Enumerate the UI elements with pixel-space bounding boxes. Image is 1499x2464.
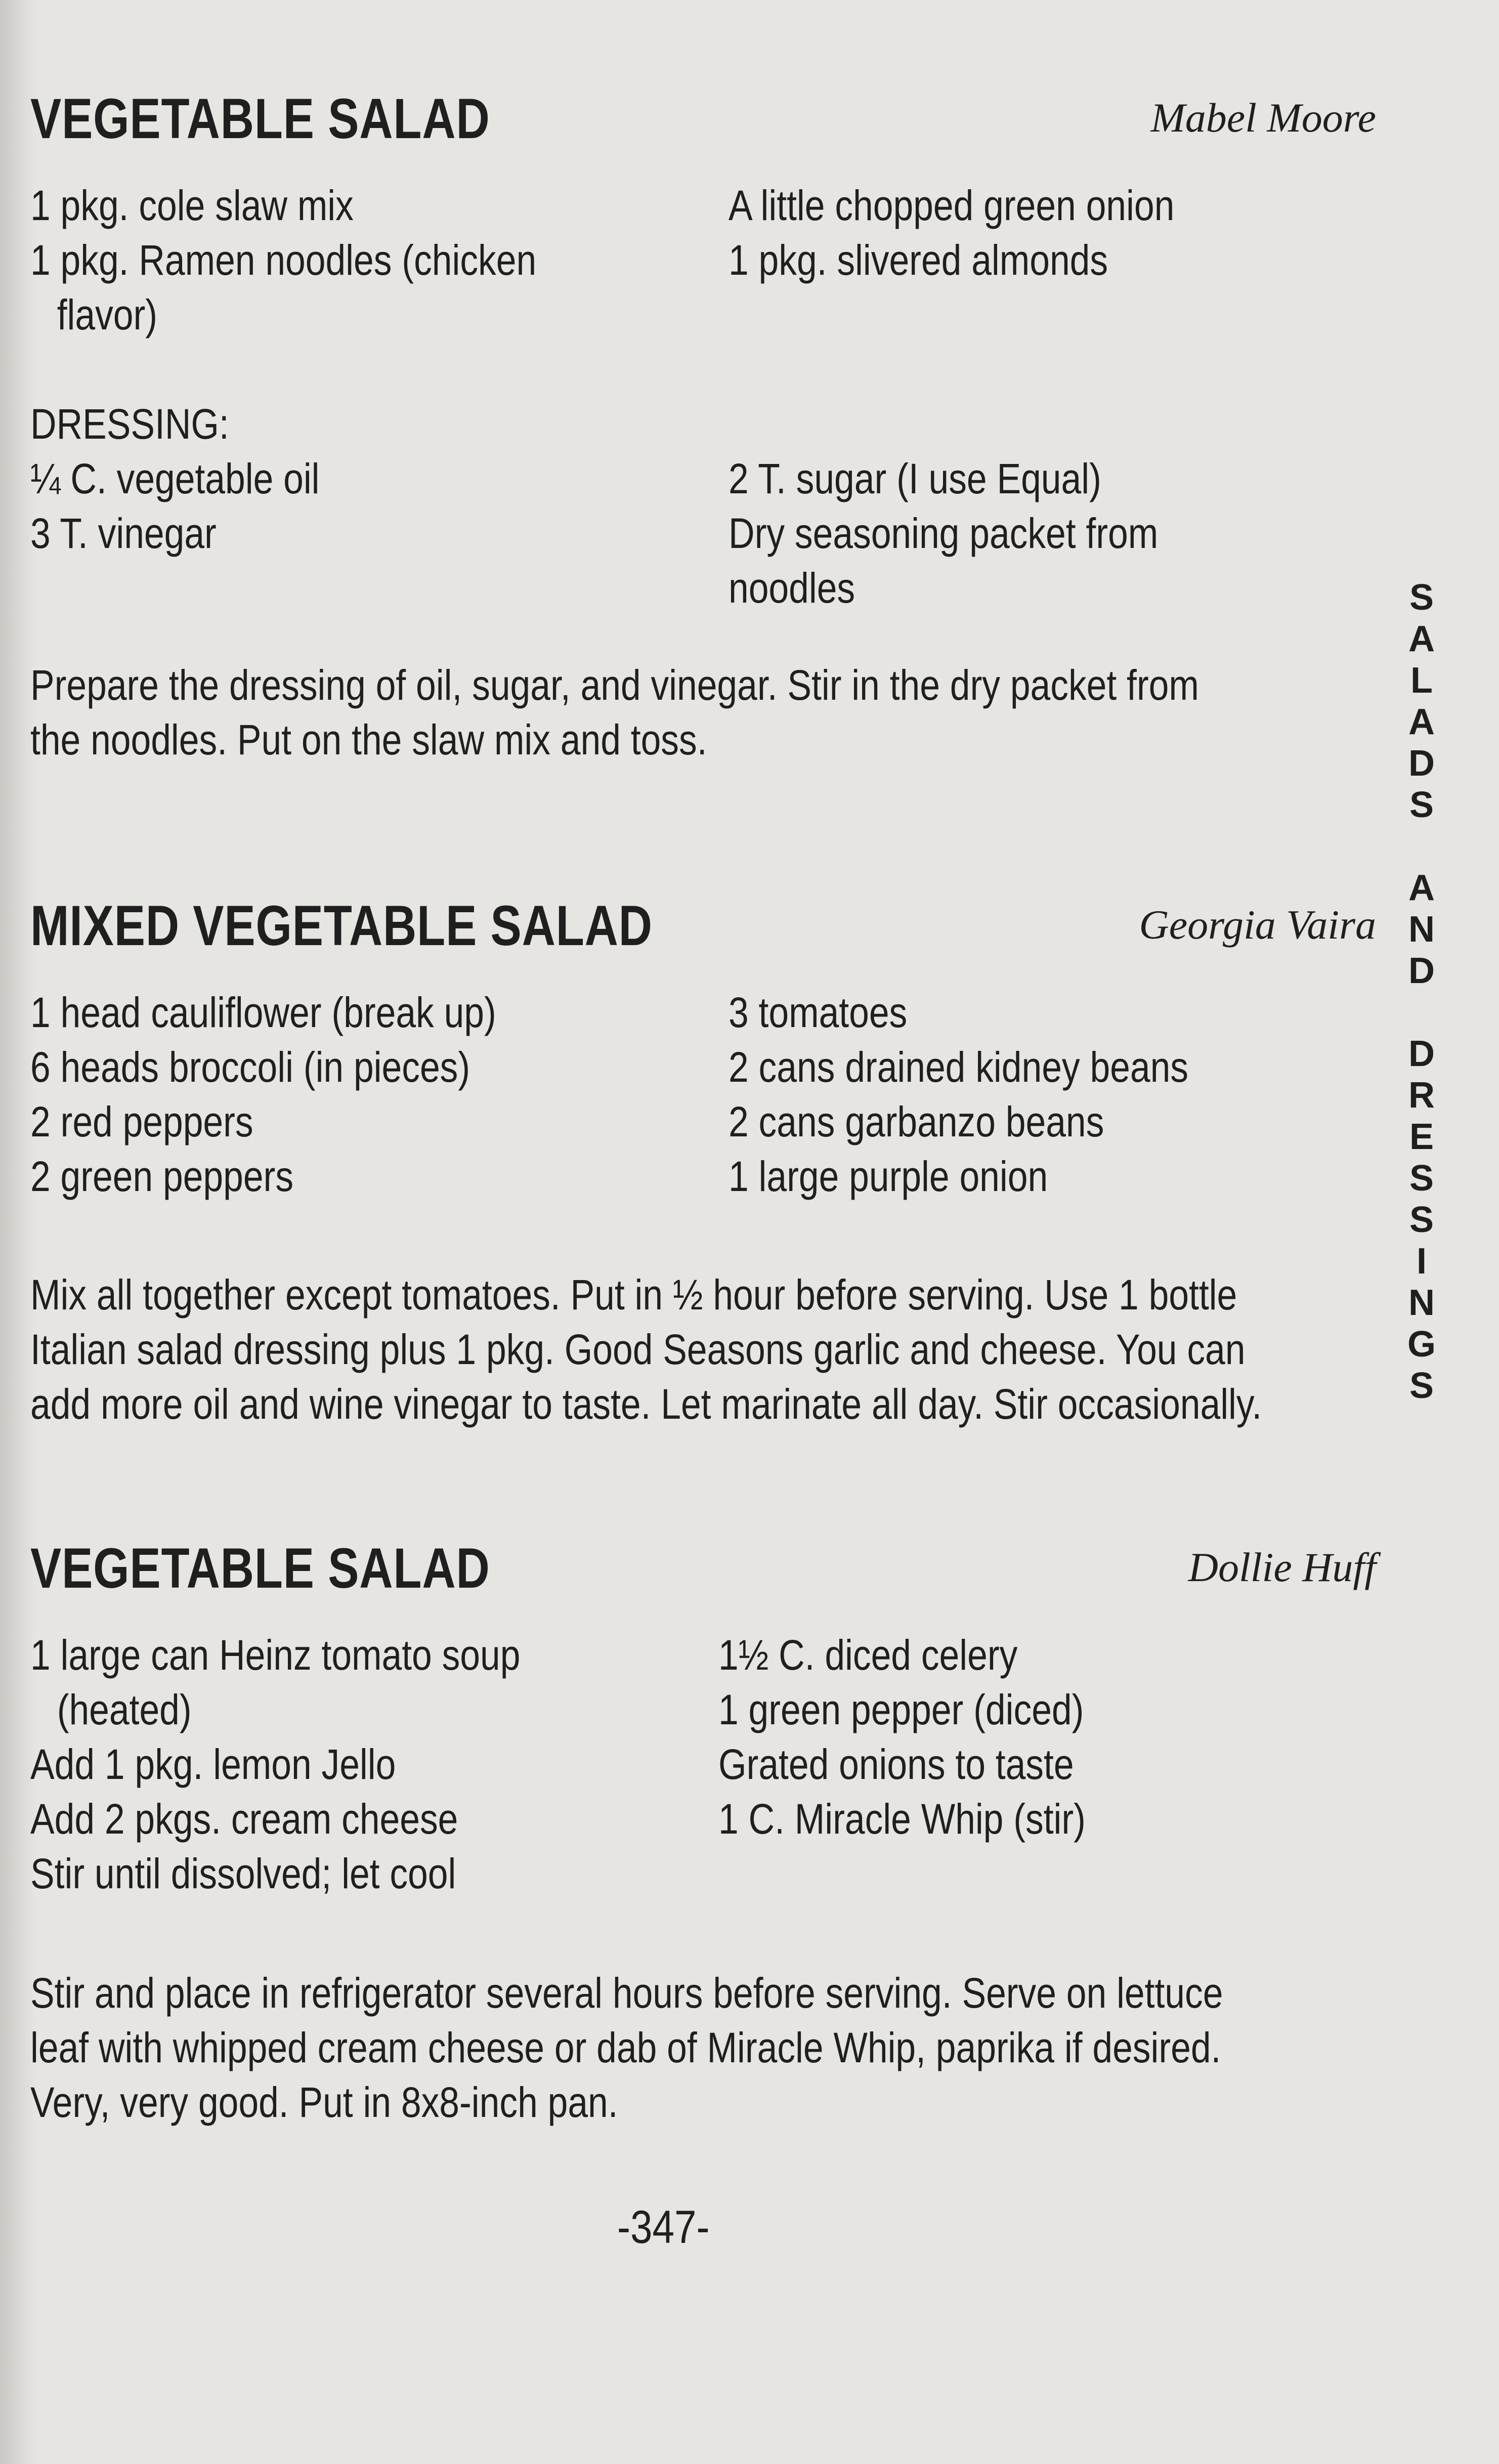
ingredients-left bbox=[30, 1628, 718, 1901]
ingredient-line: A little chopped green onion bbox=[729, 182, 1175, 229]
ingredient-line: Add 1 pkg. lemon Jello bbox=[30, 1740, 396, 1788]
ingredient-line: flavor) bbox=[57, 291, 158, 338]
dressing-heading: DRESSING: bbox=[30, 400, 229, 448]
instruction-line: Stir and place in refrigerator several hours before serving. Serve on lettuce bbox=[30, 1969, 1223, 2017]
ingredient-line: noodles bbox=[729, 564, 855, 612]
ingredients-right bbox=[729, 985, 1376, 1204]
instruction-line: Mix all together except tomatoes. Put in ½ hour before serving. Use 1 bottle bbox=[30, 1271, 1237, 1319]
side-tab-letter: I bbox=[1416, 1241, 1427, 1282]
side-tab-letter: R bbox=[1408, 1075, 1435, 1116]
side-tab-letter: D bbox=[1408, 1034, 1435, 1074]
ingredient-line: 2 green peppers bbox=[30, 1153, 294, 1200]
side-tab-letter: S bbox=[1409, 1158, 1434, 1199]
side-tab-letter: N bbox=[1408, 1283, 1435, 1323]
ingredient-line: 2 cans garbanzo beans bbox=[729, 1098, 1104, 1145]
ingredient-line: 2 red peppers bbox=[30, 1098, 253, 1145]
recipe-author: Dollie Huff bbox=[1188, 1544, 1376, 1590]
side-tab-letter: S bbox=[1409, 785, 1434, 825]
side-tab-letter: N bbox=[1408, 909, 1435, 950]
instruction-line: Italian salad dressing plus 1 pkg. Good Seasons garlic and cheese. You can bbox=[30, 1326, 1246, 1373]
recipe-instructions bbox=[30, 1267, 1376, 1431]
side-tab-letter: E bbox=[1409, 1117, 1434, 1157]
ingredient-line: 1 large purple onion bbox=[729, 1153, 1048, 1200]
page-number: -347- bbox=[617, 2201, 710, 2253]
side-tab-letter: L bbox=[1410, 660, 1433, 701]
ingredient-line: Dry seasoning packet from bbox=[729, 509, 1159, 557]
side-tab-letter: A bbox=[1408, 619, 1435, 659]
ingredient-line: 2 cans drained kidney beans bbox=[729, 1043, 1188, 1091]
side-tab-letter: S bbox=[1409, 577, 1434, 618]
recipe-vegetable-salad-huff bbox=[30, 1536, 1376, 2126]
ingredient-line: 1 pkg. slivered almonds bbox=[729, 236, 1108, 284]
ingredients-right bbox=[718, 1628, 1366, 1846]
ingredient-line: 1 pkg. cole slaw mix bbox=[30, 182, 354, 229]
ingredient-line: 1 C. Miracle Whip (stir) bbox=[718, 1795, 1086, 1843]
ingredient-line: 1½ C. diced celery bbox=[718, 1631, 1018, 1679]
ingredient-line: 3 T. vinegar bbox=[30, 509, 217, 557]
ingredient-line: 3 tomatoes bbox=[729, 989, 908, 1036]
recipe-title: VEGETABLE SALAD bbox=[30, 1537, 490, 1600]
side-tab-letter: S bbox=[1409, 1366, 1434, 1406]
side-tab-letter: A bbox=[1408, 868, 1435, 908]
side-tab-letter: D bbox=[1408, 743, 1435, 784]
ingredient-line: Stir until dissolved; let cool bbox=[30, 1850, 456, 1897]
recipe-instructions bbox=[30, 1966, 1376, 2130]
ingredient-line: Add 2 pkgs. cream cheese bbox=[30, 1795, 458, 1843]
instruction-line: leaf with whipped cream cheese or dab of Miracle Whip, paprika if desired. bbox=[30, 2024, 1221, 2071]
side-tab-letter: D bbox=[1408, 951, 1435, 991]
ingredient-line: 1 green pepper (diced) bbox=[718, 1686, 1084, 1733]
ingredient-line: 1 head cauliflower (break up) bbox=[30, 989, 496, 1036]
recipe-author: Mabel Moore bbox=[1150, 95, 1376, 141]
ingredient-line: 6 heads broccoli (in pieces) bbox=[30, 1043, 470, 1091]
instruction-line: add more oil and wine vinegar to taste. Let marinate all day. Stir occasionally. bbox=[30, 1380, 1262, 1428]
side-tab-letter: S bbox=[1409, 1200, 1434, 1240]
ingredient-line: ¼ C. vegetable oil bbox=[30, 455, 320, 502]
ingredient-line: 1 large can Heinz tomato soup bbox=[30, 1631, 521, 1679]
side-tab-letter: A bbox=[1408, 702, 1435, 742]
recipe-instructions bbox=[30, 658, 1376, 767]
ingredient-line: (heated) bbox=[57, 1686, 192, 1733]
ingredient-line: 2 T. sugar (I use Equal) bbox=[729, 455, 1101, 502]
section-side-tab bbox=[1401, 577, 1442, 1407]
ingredient-line: Grated onions to taste bbox=[718, 1740, 1074, 1788]
ingredients-left bbox=[30, 985, 718, 1204]
ingredient-line: 1 pkg. Ramen noodles (chicken bbox=[30, 236, 537, 284]
instruction-line: the noodles. Put on the slaw mix and toss. bbox=[30, 716, 707, 763]
recipe-author: Georgia Vaira bbox=[1139, 902, 1376, 948]
instruction-line: Prepare the dressing of oil, sugar, and vinegar. Stir in the dry packet from bbox=[30, 661, 1199, 709]
recipe-title: MIXED VEGETABLE SALAD bbox=[30, 894, 653, 957]
side-tab-letter: G bbox=[1407, 1324, 1436, 1365]
recipe-title: VEGETABLE SALAD bbox=[30, 87, 490, 150]
ingredients-left bbox=[30, 178, 718, 561]
recipe-vegetable-salad-moore bbox=[30, 86, 1376, 763]
instruction-line: Very, very good. Put in 8x8-inch pan. bbox=[30, 2078, 618, 2126]
ingredients-right bbox=[729, 178, 1376, 615]
recipe-mixed-vegetable-salad bbox=[30, 893, 1376, 1428]
